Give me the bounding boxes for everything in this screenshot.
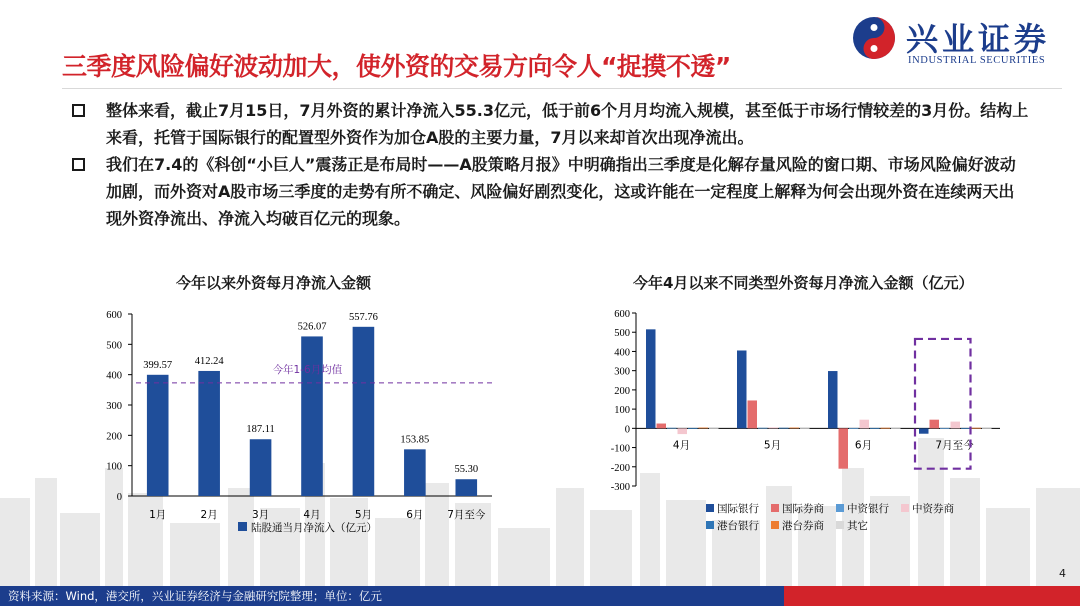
brand-name-en: INDUSTRIAL SECURITIES	[908, 55, 1046, 66]
y-tick-label: 400	[614, 347, 630, 359]
x-tick-label: 7月至今	[447, 509, 486, 521]
y-tick-label: 0	[116, 492, 122, 503]
bar-港台银行-4月	[688, 428, 698, 429]
brand-emblem-icon	[852, 16, 896, 60]
y-tick-label: 600	[614, 309, 630, 320]
data-label: 526.07	[297, 321, 327, 333]
legend-swatch-港台券商	[771, 521, 779, 529]
legend-label: 港台银行	[717, 520, 759, 532]
legend-label: 其它	[847, 520, 868, 532]
x-tick-label: 1月	[149, 509, 167, 521]
data-label: 55.30	[454, 464, 479, 476]
bar-中资券商-5月	[769, 427, 779, 428]
x-tick-label: 7月至今	[935, 439, 974, 452]
bullet-item	[70, 151, 1030, 232]
y-tick-label: 300	[106, 401, 122, 412]
legend-swatch-港台银行	[706, 521, 714, 529]
data-label: 412.24	[194, 355, 224, 367]
y-tick-label: 500	[106, 340, 122, 352]
y-tick-label: 200	[106, 431, 122, 443]
bar-6	[404, 449, 426, 496]
bar-其它-5月	[800, 428, 810, 429]
legend-label: 陆股通当月净流入（亿元）	[251, 522, 377, 534]
bar-中资银行-5月	[758, 428, 768, 429]
title-divider	[62, 88, 1062, 89]
bullet-text: 整体来看，截止7月15日，7月外资的累计净流入55.3亿元，低于前6个月月均流入规模，甚至低于市场行情较差的3月份。结构上来看，托管于国际银行的配置型外资作为加仓A股的主要力量，7月以来却首次出现净流出。	[106, 101, 1029, 147]
legend-label: 港台券商	[782, 520, 824, 532]
footer-right-band	[784, 586, 1080, 606]
legend-label: 国际银行	[717, 503, 759, 515]
bar-港台银行-7月至今	[961, 428, 971, 429]
x-tick-label: 5月	[763, 439, 782, 452]
x-tick-label: 5月	[354, 509, 373, 521]
x-tick-label: 3月	[251, 509, 270, 521]
x-tick-label: 2月	[200, 509, 218, 521]
y-tick-label: 0	[624, 424, 630, 436]
slide-title: 三季度风险偏好波动加大，使外资的交易方向令人“捉摸不透”	[62, 52, 731, 81]
bullet-list	[70, 97, 1030, 232]
bar-中资券商-4月	[678, 428, 688, 434]
bar-中资券商-7月至今	[951, 422, 961, 429]
data-label: 153.85	[400, 434, 430, 446]
bar-中资银行-4月	[667, 428, 677, 429]
y-tick-label: -300	[610, 482, 630, 493]
y-tick-label: 100	[106, 461, 122, 473]
bar-1	[147, 375, 169, 496]
bar-其它-6月	[891, 428, 901, 429]
bar-国际银行-7月至今	[919, 428, 929, 433]
y-tick-label: -200	[610, 462, 630, 474]
monthly-inflow-bar-chart	[80, 300, 520, 545]
bar-港台银行-6月	[870, 428, 880, 429]
footer-bar	[0, 586, 1080, 606]
bar-7	[455, 479, 477, 496]
inflow-by-type-bar-chart	[590, 300, 1010, 545]
square-bullet-icon	[72, 104, 85, 117]
bullet-text: 我们在7.4的《科创“小巨人”震荡正是布局时——A股策略月报》中明确指出三季度是化解存量风险的窗口期、市场风险偏好波动加剧，而外资对A股市场三季度的走势有所不确定、风险偏好剧烈变化，这或许能在一定程度上解释为何会出现外资在连续两天出现外资净流出、净流入均破百亿元的现象。	[106, 155, 1016, 228]
bar-国际银行-4月	[646, 329, 656, 428]
legend-swatch-国际券商	[771, 504, 779, 512]
legend-swatch-中资券商	[901, 504, 909, 512]
legend-label: 国际券商	[782, 503, 824, 515]
chart-title-inflow-by-type: 今年4月以来不同类型外资每月净流入金额（亿元）	[633, 274, 974, 292]
x-tick-label: 6月	[406, 509, 424, 521]
x-tick-label: 6月	[854, 439, 873, 452]
average-reference-label: 今年1-6月均值	[272, 363, 343, 376]
data-label: 187.11	[246, 424, 275, 436]
bar-5	[353, 327, 375, 496]
bar-国际券商-4月	[657, 424, 667, 429]
brand-logo	[852, 12, 1067, 68]
bar-其它-4月	[709, 428, 719, 429]
legend-swatch-国际银行	[706, 504, 714, 512]
bullet-item	[70, 97, 1030, 151]
bar-港台券商-7月至今	[972, 428, 982, 429]
y-tick-label: 400	[106, 370, 122, 382]
bar-其它-7月至今	[982, 428, 992, 429]
bar-中资券商-6月	[860, 420, 870, 429]
bar-港台银行-5月	[779, 428, 789, 429]
bar-中资银行-7月至今	[940, 428, 950, 429]
legend-label: 中资券商	[912, 503, 954, 515]
footer-source-text: 资料来源：Wind，港交所，兴业证券经济与金融研究院整理；单位：亿元	[8, 589, 382, 603]
bar-港台券商-6月	[881, 428, 891, 429]
y-tick-label: 600	[106, 310, 122, 321]
square-bullet-icon	[72, 158, 85, 171]
x-tick-label: 4月	[303, 509, 321, 521]
bar-港台券商-5月	[790, 428, 800, 429]
legend-swatch-其它	[836, 521, 844, 529]
y-tick-label: -100	[610, 443, 630, 455]
data-label: 399.57	[143, 359, 173, 371]
bar-4	[301, 336, 323, 496]
footer-left-band	[0, 586, 784, 606]
legend-label: 中资银行	[847, 503, 889, 515]
brand-name-cn: 兴业证券	[906, 20, 1051, 58]
bar-港台券商-4月	[699, 428, 709, 429]
y-tick-label: 500	[614, 328, 630, 340]
y-tick-label: 200	[614, 385, 630, 397]
page-number: 4	[1059, 567, 1066, 580]
y-tick-label: 100	[614, 405, 630, 417]
legend-swatch	[238, 522, 247, 531]
bar-国际券商-7月至今	[930, 420, 940, 429]
bar-国际银行-5月	[737, 350, 747, 428]
chart-title-monthly-inflow: 今年以来外资每月净流入金额	[176, 274, 372, 292]
y-tick-label: 300	[614, 366, 630, 378]
x-tick-label: 4月	[672, 439, 691, 452]
bar-中资银行-6月	[849, 428, 859, 429]
legend-swatch-中资银行	[836, 504, 844, 512]
bar-2	[198, 371, 220, 496]
bar-3	[250, 439, 272, 496]
bar-国际银行-6月	[828, 371, 838, 428]
bar-国际券商-5月	[748, 400, 758, 428]
bar-国际券商-6月	[839, 428, 849, 468]
data-label: 557.76	[348, 311, 378, 323]
